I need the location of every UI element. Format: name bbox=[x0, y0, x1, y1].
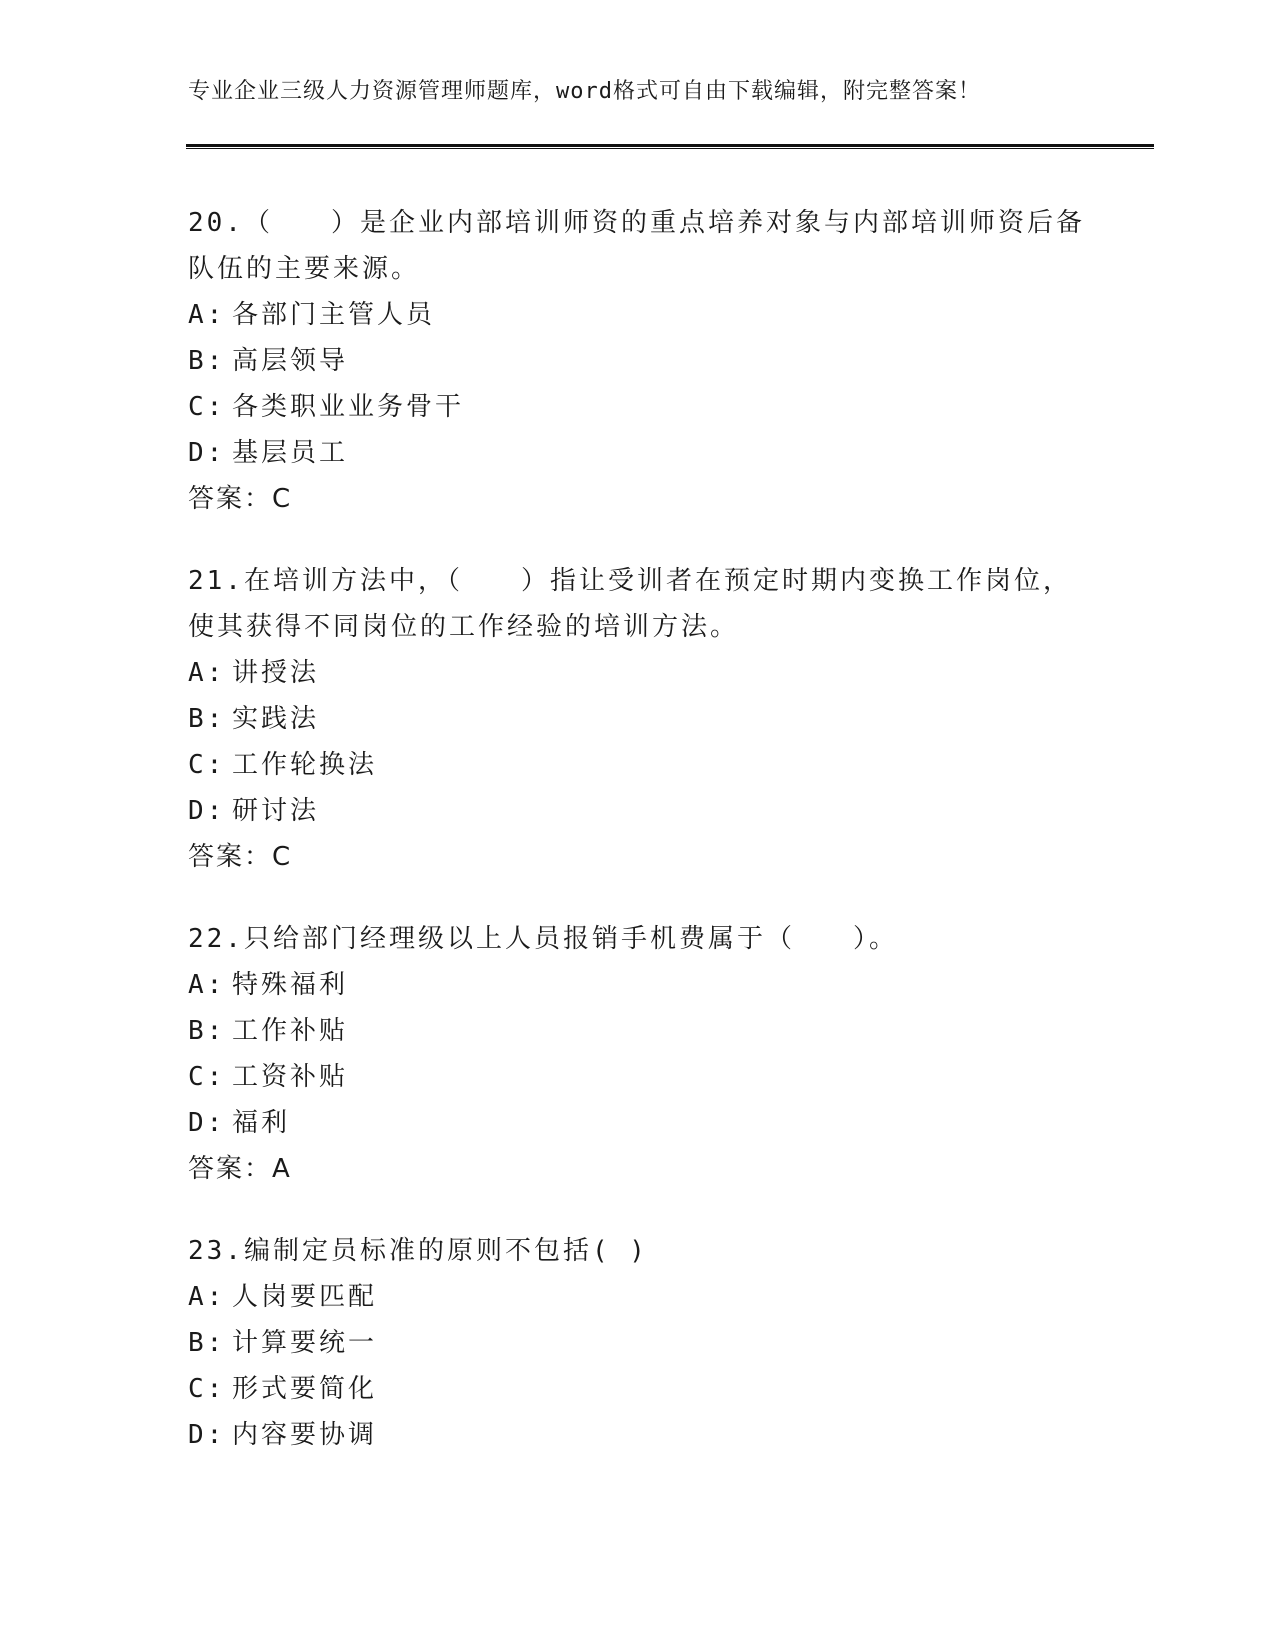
option-text: 计算要统一 bbox=[232, 1328, 378, 1358]
option-a bbox=[188, 962, 1088, 1008]
option-a bbox=[188, 1274, 1088, 1320]
option-key: C: bbox=[188, 1062, 226, 1092]
question-stem: 21.在培训方法中，（ ）指让受训者在预定时期内变换工作岗位，使其获得不同岗位的工作经验的培训方法。 bbox=[188, 566, 1072, 642]
option-key: D: bbox=[188, 1420, 226, 1450]
option-key: C: bbox=[188, 392, 226, 422]
answer-line: 答案：C bbox=[188, 484, 293, 514]
option-text: 基层员工 bbox=[232, 438, 349, 468]
question-stem: 22.只给部门经理级以上人员报销手机费属于（ ）。 bbox=[188, 924, 898, 954]
header-divider bbox=[186, 144, 1154, 149]
question-stem: 20.（ ）是企业内部培训师资的重点培养对象与内部培训师资后备队伍的主要来源。 bbox=[188, 208, 1085, 284]
option-text: 福利 bbox=[232, 1108, 291, 1138]
option-key: A: bbox=[188, 300, 226, 330]
option-key: B: bbox=[188, 346, 226, 376]
option-text: 工作轮换法 bbox=[232, 750, 378, 780]
answer-line: 答案：A bbox=[188, 1154, 292, 1184]
option-text: 各类职业业务骨干 bbox=[232, 392, 465, 422]
option-d bbox=[188, 1412, 1088, 1458]
option-key: B: bbox=[188, 1016, 226, 1046]
option-a bbox=[188, 650, 1088, 696]
option-text: 研讨法 bbox=[232, 796, 320, 826]
option-text: 形式要简化 bbox=[232, 1374, 378, 1404]
option-c bbox=[188, 384, 1088, 430]
option-key: A: bbox=[188, 658, 226, 688]
option-text: 各部门主管人员 bbox=[232, 300, 436, 330]
option-text: 实践法 bbox=[232, 704, 320, 734]
option-key: B: bbox=[188, 1328, 226, 1358]
option-d bbox=[188, 788, 1088, 834]
question-list bbox=[188, 200, 1088, 1494]
option-c bbox=[188, 1366, 1088, 1412]
question-21 bbox=[188, 558, 1088, 880]
option-text: 工资补贴 bbox=[232, 1062, 349, 1092]
option-text: 讲授法 bbox=[232, 658, 320, 688]
question-22 bbox=[188, 916, 1088, 1192]
option-key: D: bbox=[188, 796, 226, 826]
option-b bbox=[188, 696, 1088, 742]
option-text: 人岗要匹配 bbox=[232, 1282, 378, 1312]
option-d bbox=[188, 1100, 1088, 1146]
option-key: A: bbox=[188, 1282, 226, 1312]
option-key: C: bbox=[188, 1374, 226, 1404]
page-header: 专业企业三级人力资源管理师题库，word格式可自由下载编辑，附完整答案！ bbox=[188, 79, 981, 104]
option-key: C: bbox=[188, 750, 226, 780]
option-a bbox=[188, 292, 1088, 338]
option-b bbox=[188, 1008, 1088, 1054]
option-key: B: bbox=[188, 704, 226, 734]
option-key: D: bbox=[188, 438, 226, 468]
question-stem: 23.编制定员标准的原则不包括( ) bbox=[188, 1236, 648, 1266]
option-text: 工作补贴 bbox=[232, 1016, 349, 1046]
option-key: D: bbox=[188, 1108, 226, 1138]
option-c bbox=[188, 1054, 1088, 1100]
option-d bbox=[188, 430, 1088, 476]
option-text: 特殊福利 bbox=[232, 970, 349, 1000]
option-c bbox=[188, 742, 1088, 788]
answer-line: 答案：C bbox=[188, 842, 293, 872]
question-20 bbox=[188, 200, 1088, 522]
option-text: 内容要协调 bbox=[232, 1420, 378, 1450]
option-b bbox=[188, 338, 1088, 384]
option-text: 高层领导 bbox=[232, 346, 349, 376]
question-23 bbox=[188, 1228, 1088, 1458]
option-key: A: bbox=[188, 970, 226, 1000]
option-b bbox=[188, 1320, 1088, 1366]
